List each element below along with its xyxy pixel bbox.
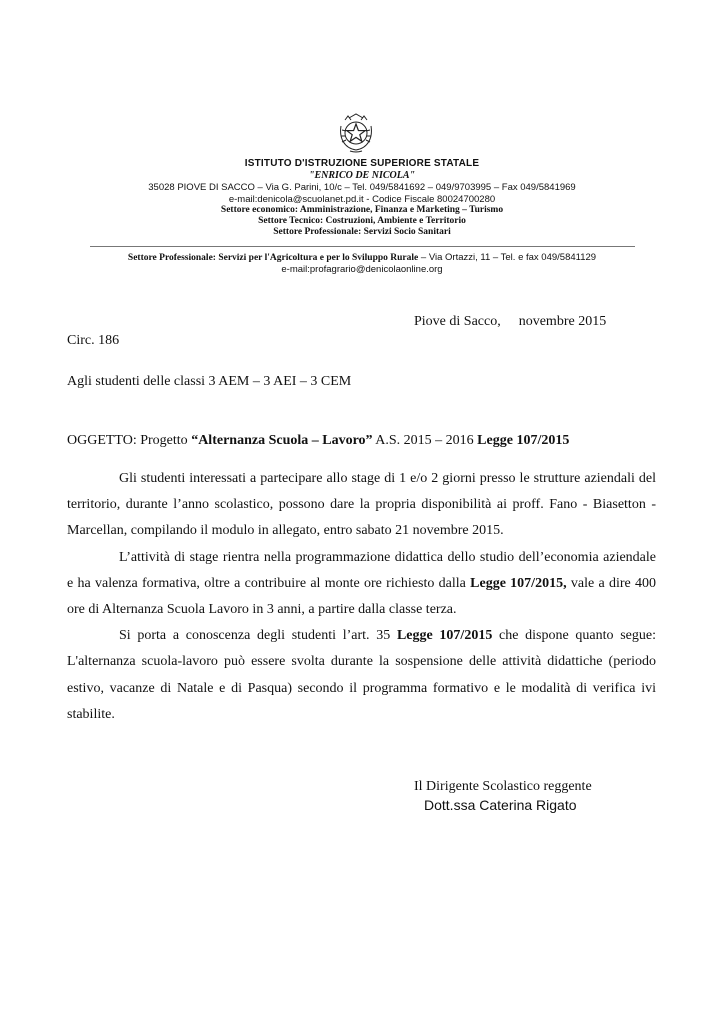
- school-email-fiscal-code: e-mail:denicola@scuolanet.pd.it - Codice Fiscale 80024700280: [228, 194, 496, 205]
- subject-title: “Alternanza Scuola – Lavoro”: [191, 433, 373, 448]
- sector-agriculture-address: – Via Ortazzi, 11 – Tel. e fax 049/5841129: [418, 252, 597, 263]
- sector-professional: Settore Professionale: Servizi Socio Sanitari: [273, 227, 451, 237]
- school-address: 35028 PIOVE DI SACCO – Via G. Parini, 10/c – Tel. 049/5841692 – 049/9703995 – Fax 049/5841969: [148, 182, 576, 193]
- signature-name: Dott.ssa Caterina Rigato: [424, 797, 577, 813]
- sector-agriculture-label: Settore Professionale: Servizi per l'Agricoltura e per lo Sviluppo Rurale: [127, 253, 419, 263]
- agriculture-email: e-mail:profagrario@denicolaonline.org: [281, 264, 443, 275]
- signature-role: Il Dirigente Scolastico reggente: [414, 779, 592, 794]
- paragraph-2-law: Legge 107/2015,: [470, 575, 567, 591]
- paragraph-3-law: Legge 107/2015: [396, 628, 493, 644]
- letter-body: [67, 466, 656, 728]
- circular-number: Circ. 186: [67, 333, 120, 348]
- subject-prefix: OGGETTO: Progetto: [67, 433, 192, 448]
- italian-republic-emblem-icon: [336, 112, 376, 154]
- sector-technical: Settore Tecnico: Costruzioni, Ambiente e Territorio: [258, 216, 466, 226]
- place-date: [414, 314, 606, 330]
- school-name: "ENRICO DE NICOLA": [308, 170, 416, 181]
- paragraph-2: [67, 545, 656, 624]
- institute-type: ISTITUTO D'ISTRUZIONE SUPERIORE STATALE: [244, 158, 480, 169]
- subject-line: [67, 433, 569, 449]
- date: novembre 2015: [518, 314, 607, 329]
- subject-year: A.S. 2015 – 2016: [372, 433, 478, 448]
- paragraph-2-text-b: vale a dire 400 ore di Alternanza Scuola Lavoro in 3 anni, a partire dalla classe terza.: [67, 575, 656, 618]
- recipients: Agli studenti delle classi 3 AEM – 3 AEI – 3 CEM: [67, 374, 352, 389]
- paragraph-3-text-b: che dispone quanto segue: L'alternanza scuola-lavoro può essere svolta durante la sospensione delle attività didattiche (periodo estivo, vacanze di Natale e di Pasqua) secondo il programma formativo e le modalità di verifica ivi stabilite.: [67, 628, 656, 722]
- paragraph-3-text-a: Si porta a conoscenza degli studenti l’art. 35: [119, 628, 397, 644]
- header-divider: [90, 246, 635, 247]
- paragraph-3: [67, 623, 656, 728]
- subject-law: Legge 107/2015: [477, 433, 570, 448]
- paragraph-1: Gli studenti interessati a partecipare allo stage di 1 e/o 2 giorni presso le strutture aziendali del territorio, durante l’anno scolastico, possono dare la propria disponibilità ai proff. Fano - Biasetton - Marcellan, compilando il modulo in allegato, entro sabato 21 novembre 2015.: [67, 471, 656, 539]
- sector-economic: Settore economico: Amministrazione, Finanza e Marketing – Turismo: [220, 205, 504, 215]
- place: Piove di Sacco,: [414, 314, 501, 329]
- paragraph-2-text-a: L’attività di stage rientra nella programmazione didattica dello studio dell’economia aziendale e ha valenza formativa, oltre a contribuire al monte ore richiesto dalla: [67, 549, 656, 591]
- sector-agriculture: [0, 252, 724, 264]
